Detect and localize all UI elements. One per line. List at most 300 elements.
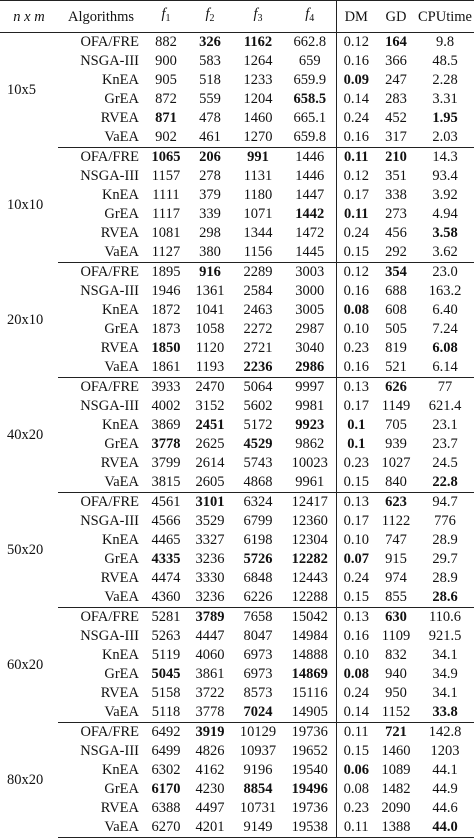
f3-cell: 5172 (243, 417, 273, 433)
f3-cell: 5743 (243, 455, 273, 471)
size-cell: 60x20 (7, 656, 44, 673)
cpu-cell: 142.8 (428, 724, 462, 740)
f2-cell: 1058 (195, 321, 225, 337)
f4-cell: 3003 (295, 264, 325, 280)
gd-cell: 1152 (376, 703, 416, 723)
f2-cell: 3152 (195, 398, 225, 414)
f1-cell: 4335 (151, 551, 181, 567)
f2-cell: 1361 (195, 283, 225, 299)
gd-cell: 283 (385, 91, 407, 107)
f1-cell: 4002 (151, 398, 181, 414)
f1-cell: 6270 (144, 818, 188, 838)
f3-cell: 1264 (243, 53, 273, 69)
table-row (0, 588, 474, 608)
algorithm-cell: GrEA (104, 436, 139, 452)
dm-cell: 0.09 (336, 71, 376, 90)
dm-cell: 0.11 (336, 148, 376, 168)
f3-cell: 8854 (243, 781, 273, 797)
f2-cell: 559 (199, 91, 221, 107)
dm-cell: 0.23 (336, 339, 376, 358)
f1-cell: 902 (144, 128, 188, 148)
f4-cell: 19652 (291, 743, 328, 759)
f3-cell: 4868 (232, 473, 284, 493)
gd-cell: 164 (385, 34, 407, 50)
f4-cell: 3000 (295, 283, 325, 299)
f4-cell: 665.1 (293, 110, 327, 126)
f4-cell: 659 (298, 53, 321, 69)
f4-cell: 9981 (295, 398, 325, 414)
gd-cell: 1122 (381, 513, 411, 529)
f3-cell: 10731 (239, 800, 277, 816)
table-row (0, 263, 474, 283)
f2-cell: 206 (199, 149, 221, 165)
table-row (0, 224, 474, 243)
dm-cell: 0.13 (336, 493, 376, 513)
cpu-cell: 921.5 (428, 628, 462, 644)
f1-cell: 1127 (144, 243, 188, 263)
f4-cell: 14869 (291, 666, 328, 682)
f2-cell: 380 (188, 243, 232, 263)
algorithm-cell: GrEA (104, 321, 139, 337)
f3-cell: 2721 (243, 340, 273, 356)
dm-cell: 0.11 (336, 723, 376, 743)
f2-cell: 2470 (195, 379, 225, 395)
table-row (0, 780, 474, 799)
f4-cell: 15116 (291, 685, 328, 701)
table-row (0, 512, 474, 531)
f4-cell: 19540 (291, 762, 328, 778)
dm-cell: 0.08 (336, 665, 376, 684)
dm-cell: 0.11 (336, 205, 376, 224)
f2-cell: 3789 (195, 609, 225, 625)
algorithm-cell: OFA/FRE (80, 494, 139, 510)
f3-cell: 2236 (232, 358, 284, 378)
f1-cell: 905 (155, 72, 177, 88)
gd-cell: 292 (376, 243, 416, 263)
f2-cell: 2451 (195, 417, 225, 433)
table-row (0, 358, 474, 378)
algorithm-cell: GrEA (104, 206, 139, 222)
algorithm-cell: KnEA (101, 647, 139, 663)
cpu-cell: 22.8 (416, 473, 474, 493)
cpu-cell: 28.9 (432, 532, 458, 548)
table-row (0, 761, 474, 780)
dm-cell: 0.12 (336, 263, 376, 283)
f1-cell: 1946 (151, 283, 181, 299)
f3-cell: 10129 (239, 724, 277, 740)
algorithm-cell: VaEA (58, 473, 144, 493)
cpu-cell: 6.40 (432, 302, 458, 318)
gd-cell: 247 (385, 72, 407, 88)
cpu-cell: 14.3 (432, 149, 458, 165)
f1-cell: 1895 (151, 264, 181, 280)
dm-cell: 0.15 (336, 588, 376, 608)
f1-cell: 1861 (144, 358, 188, 378)
f3-cell: 2463 (243, 302, 273, 318)
f1-cell: 872 (155, 91, 177, 107)
f3-cell: 1270 (232, 128, 284, 148)
table-row (0, 205, 474, 224)
table-row (0, 665, 474, 684)
size-cell: 20x10 (7, 311, 44, 328)
f1-cell: 6492 (151, 724, 181, 740)
f1-cell: 4561 (151, 494, 181, 510)
gd-cell: 452 (385, 110, 407, 126)
algorithm-cell: RVEA (100, 110, 139, 126)
f4-cell: 662.8 (293, 34, 327, 50)
algorithm-cell: OFA/FRE (80, 379, 139, 395)
dm-cell: 0.08 (336, 301, 376, 320)
cpu-cell: 77 (437, 379, 453, 395)
table-row (0, 33, 474, 53)
header-nxm: n x m (0, 1, 58, 33)
f1-cell: 1117 (152, 206, 180, 222)
table-row (0, 282, 474, 301)
cpu-cell: 44.9 (432, 781, 458, 797)
dm-cell: 0.1 (336, 416, 376, 435)
gd-cell: 688 (385, 283, 407, 299)
algorithm-cell: VaEA (58, 128, 144, 148)
header-dm: DM (336, 1, 376, 33)
f3-cell: 6973 (243, 647, 273, 663)
dm-cell: 0.24 (336, 684, 376, 703)
cpu-cell: 34.1 (432, 647, 458, 663)
f4-cell: 9997 (295, 379, 325, 395)
gd-cell: 505 (385, 321, 407, 337)
f1-cell: 5119 (151, 647, 181, 663)
cpu-cell: 4.94 (432, 206, 458, 222)
algorithm-cell: VaEA (58, 243, 144, 263)
f1-cell: 5263 (151, 628, 181, 644)
algorithm-cell: NSGA-III (80, 743, 139, 759)
f3-cell: 1180 (243, 187, 273, 203)
f4-cell: 12288 (284, 588, 336, 608)
algorithm-cell: GrEA (104, 781, 139, 797)
table-body (0, 33, 474, 838)
table-row (0, 493, 474, 513)
size-cell: 40x20 (7, 426, 44, 443)
algorithm-cell: OFA/FRE (80, 609, 139, 625)
cpu-cell: 44.6 (432, 800, 458, 816)
cpu-cell: 24.5 (432, 455, 458, 471)
cpu-cell: 23.1 (432, 417, 458, 433)
f4-cell: 3040 (295, 340, 325, 356)
f1-cell: 3778 (151, 436, 181, 452)
f3-cell: 6324 (243, 494, 273, 510)
f3-cell: 1162 (243, 34, 273, 50)
f2-cell: 4230 (195, 781, 225, 797)
f4-cell: 1445 (284, 243, 336, 263)
f4-cell: 9923 (295, 417, 325, 433)
gd-cell: 608 (385, 302, 407, 318)
table-row (0, 818, 474, 838)
f4-cell: 19736 (291, 724, 328, 740)
f2-cell: 461 (188, 128, 232, 148)
cpu-cell: 23.0 (432, 264, 458, 280)
dm-cell: 0.16 (336, 358, 376, 378)
dm-cell: 0.16 (336, 627, 376, 646)
f1-cell: 1081 (151, 225, 181, 241)
cpu-cell: 3.92 (432, 187, 458, 203)
cpu-cell: 44.0 (416, 818, 474, 838)
algorithm-cell: OFA/FRE (80, 724, 139, 740)
dm-cell: 0.17 (336, 397, 376, 416)
gd-cell: 210 (385, 149, 407, 165)
table-row (0, 128, 474, 148)
table-row (0, 684, 474, 703)
dm-cell: 0.06 (336, 761, 376, 780)
cpu-cell: 28.6 (416, 588, 474, 608)
algorithm-cell: KnEA (101, 532, 139, 548)
f2-cell: 583 (199, 53, 221, 69)
f1-cell: 5118 (144, 703, 188, 723)
algorithm-cell: RVEA (100, 455, 139, 471)
f3-cell: 10937 (239, 743, 277, 759)
f3-cell: 5064 (243, 379, 273, 395)
f2-cell: 3778 (188, 703, 232, 723)
header-f4: $f_4$ (284, 1, 336, 33)
f2-cell: 4060 (195, 647, 225, 663)
f2-cell: 278 (199, 168, 221, 184)
f2-cell: 518 (199, 72, 221, 88)
table-header (0, 1, 474, 33)
f4-cell: 9862 (295, 436, 325, 452)
cpu-cell: 3.58 (432, 225, 458, 241)
dm-cell: 0.17 (336, 186, 376, 205)
f2-cell: 3861 (195, 666, 225, 682)
f3-cell: 1204 (243, 91, 273, 107)
f3-cell: 5602 (243, 398, 273, 414)
cpu-cell: 110.6 (428, 609, 462, 625)
dm-cell: 0.14 (336, 703, 376, 723)
algorithm-cell: NSGA-III (80, 283, 139, 299)
cpu-cell: 1.95 (432, 110, 458, 126)
algorithm-cell: VaEA (58, 358, 144, 378)
algorithm-cell: VaEA (58, 588, 144, 608)
f2-cell: 4162 (195, 762, 225, 778)
cpu-cell: 29.7 (432, 551, 458, 567)
dm-cell: 0.13 (336, 378, 376, 398)
header-algorithms: Algorithms (58, 1, 144, 33)
f1-cell: 5158 (151, 685, 181, 701)
gd-cell: 915 (385, 551, 407, 567)
f1-cell: 1850 (151, 340, 181, 356)
cpu-cell: 44.1 (432, 762, 458, 778)
gd-cell: 2090 (381, 800, 411, 816)
algorithm-cell: OFA/FRE (80, 264, 139, 280)
algorithm-cell: GrEA (104, 551, 139, 567)
f3-cell: 6848 (243, 570, 273, 586)
f3-cell: 7658 (243, 609, 273, 625)
f3-cell: 1233 (243, 72, 273, 88)
algorithm-cell: RVEA (100, 340, 139, 356)
size-cell: 10x10 (7, 196, 44, 213)
f2-cell: 4826 (195, 743, 225, 759)
cpu-cell: 93.4 (432, 168, 458, 184)
algorithm-cell: NSGA-III (80, 168, 139, 184)
cpu-cell: 776 (434, 513, 456, 529)
f4-cell: 12304 (291, 532, 328, 548)
algorithm-cell: KnEA (101, 417, 139, 433)
header-f1: $f_1$ (144, 1, 188, 33)
f2-cell: 326 (199, 34, 221, 50)
dm-cell: 0.15 (336, 473, 376, 493)
f1-cell: 3815 (144, 473, 188, 493)
table-row (0, 109, 474, 128)
f1-cell: 4465 (151, 532, 181, 548)
table-row (0, 167, 474, 186)
f3-cell: 5726 (243, 551, 273, 567)
table-row (0, 320, 474, 339)
gd-cell: 974 (385, 570, 407, 586)
f2-cell: 3236 (188, 588, 232, 608)
algorithm-cell: GrEA (104, 91, 139, 107)
dm-cell: 0.16 (336, 128, 376, 148)
algorithm-cell: OFA/FRE (80, 34, 139, 50)
f4-cell: 14984 (291, 628, 328, 644)
f1-cell: 1157 (151, 168, 181, 184)
cpu-cell: 2.28 (432, 72, 458, 88)
header-f3: $f_3$ (232, 1, 284, 33)
cpu-cell: 1203 (430, 743, 460, 759)
gd-cell: 351 (385, 168, 407, 184)
dm-cell: 0.07 (336, 550, 376, 569)
f1-cell: 3799 (151, 455, 181, 471)
size-cell: 80x20 (7, 771, 44, 788)
cpu-cell: 3.31 (432, 91, 458, 107)
f4-cell: 659.9 (293, 72, 327, 88)
f3-cell: 6799 (243, 513, 273, 529)
f2-cell: 1193 (188, 358, 232, 378)
table-row (0, 301, 474, 320)
gd-cell: 366 (385, 53, 407, 69)
size-cell: 10x5 (7, 81, 36, 98)
f4-cell: 19736 (291, 800, 328, 816)
table-row (0, 397, 474, 416)
f2-cell: 3330 (195, 570, 225, 586)
f1-cell: 5281 (151, 609, 181, 625)
f3-cell: 2272 (243, 321, 273, 337)
f1-cell: 900 (155, 53, 177, 69)
gd-cell: 819 (385, 340, 407, 356)
algorithm-cell: RVEA (100, 570, 139, 586)
cpu-cell: 9.8 (435, 34, 455, 50)
f1-cell: 1065 (151, 149, 181, 165)
f3-cell: 991 (247, 149, 269, 165)
f3-cell: 9149 (232, 818, 284, 838)
dm-cell: 0.15 (336, 742, 376, 761)
algorithm-cell: KnEA (101, 302, 139, 318)
cpu-cell: 34.9 (432, 666, 458, 682)
gd-cell: 832 (385, 647, 407, 663)
cpu-cell: 6.14 (416, 358, 474, 378)
f1-cell: 6499 (151, 743, 181, 759)
gd-cell: 354 (385, 264, 407, 280)
gd-cell: 623 (385, 494, 407, 510)
gd-cell: 855 (376, 588, 416, 608)
f2-cell: 3722 (195, 685, 225, 701)
f4-cell: 19496 (291, 781, 328, 797)
f4-cell: 12443 (291, 570, 328, 586)
table-row (0, 52, 474, 71)
f1-cell: 3933 (151, 379, 181, 395)
dm-cell: 0.12 (336, 167, 376, 186)
f1-cell: 4474 (151, 570, 181, 586)
dm-cell: 0.15 (336, 243, 376, 263)
f4-cell: 2986 (284, 358, 336, 378)
f2-cell: 4497 (195, 800, 225, 816)
header-cputime: CPUtime (416, 1, 474, 33)
table-row (0, 416, 474, 435)
table-row (0, 742, 474, 761)
gd-cell: 273 (385, 206, 407, 222)
f1-cell: 4566 (151, 513, 181, 529)
table-row (0, 473, 474, 493)
table-row (0, 608, 474, 628)
cpu-cell: 34.1 (432, 685, 458, 701)
gd-cell: 1089 (381, 762, 411, 778)
f1-cell: 4360 (144, 588, 188, 608)
dm-cell: 0.13 (336, 608, 376, 628)
dm-cell: 0.23 (336, 454, 376, 473)
dm-cell: 0.17 (336, 512, 376, 531)
gd-cell: 939 (385, 436, 407, 452)
table-row (0, 186, 474, 205)
algorithm-cell: NSGA-III (80, 398, 139, 414)
algorithm-cell: NSGA-III (80, 53, 139, 69)
table-row (0, 569, 474, 588)
f4-cell: 19538 (284, 818, 336, 838)
dm-cell: 0.14 (336, 90, 376, 109)
f4-cell: 2987 (295, 321, 325, 337)
f4-cell: 14905 (284, 703, 336, 723)
f2-cell: 339 (199, 206, 221, 222)
cpu-cell: 33.8 (416, 703, 474, 723)
f2-cell: 3529 (195, 513, 225, 529)
algorithm-cell: NSGA-III (80, 628, 139, 644)
cpu-cell: 6.08 (432, 340, 458, 356)
algorithm-cell: OFA/FRE (80, 149, 139, 165)
f4-cell: 12282 (291, 551, 328, 567)
f3-cell: 1344 (243, 225, 273, 241)
f2-cell: 1120 (195, 340, 225, 356)
table-row (0, 799, 474, 818)
f4-cell: 1472 (295, 225, 325, 241)
f2-cell: 2605 (188, 473, 232, 493)
f4-cell: 1442 (295, 206, 325, 222)
f1-cell: 1873 (151, 321, 181, 337)
dm-cell: 0.24 (336, 109, 376, 128)
cpu-cell: 28.9 (432, 570, 458, 586)
f3-cell: 1156 (232, 243, 284, 263)
f1-cell: 3869 (151, 417, 181, 433)
f1-cell: 6170 (151, 781, 181, 797)
table-row (0, 339, 474, 358)
gd-cell: 1027 (381, 455, 411, 471)
algorithm-cell: NSGA-III (80, 513, 139, 529)
gd-cell: 747 (385, 532, 407, 548)
f4-cell: 658.5 (293, 91, 327, 107)
f3-cell: 1131 (243, 168, 273, 184)
cpu-cell: 94.7 (432, 494, 458, 510)
gd-cell: 940 (385, 666, 407, 682)
dm-cell: 0.16 (336, 282, 376, 301)
f2-cell: 3236 (195, 551, 225, 567)
f4-cell: 9961 (284, 473, 336, 493)
table-row (0, 71, 474, 90)
f2-cell: 2625 (195, 436, 225, 452)
f2-cell: 4201 (188, 818, 232, 838)
